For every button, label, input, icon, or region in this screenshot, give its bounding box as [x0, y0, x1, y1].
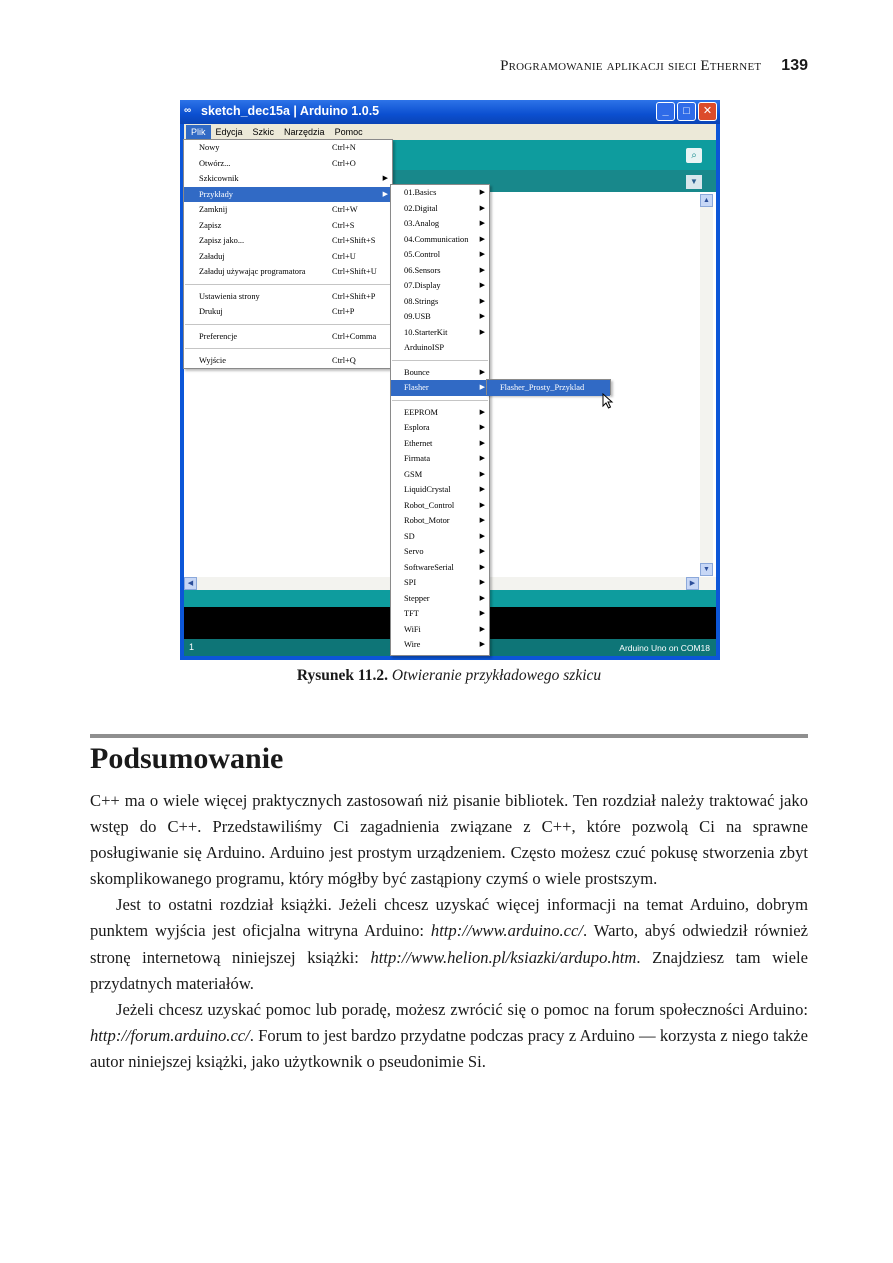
running-header-title: Programowanie aplikacji sieci Ethernet: [500, 58, 762, 74]
menu-item[interactable]: [184, 187, 392, 203]
running-header: [90, 57, 808, 75]
submenu-arrow-icon: ▶: [479, 327, 485, 336]
submenu-arrow-icon: ▶: [479, 383, 485, 391]
menu-item[interactable]: [184, 353, 392, 369]
submenu-arrow-icon: ▶: [479, 593, 485, 602]
menu-item-label: Bounce: [404, 367, 430, 377]
paragraph-2-text-a: Jest to ostatni rozdział książki. Jeżeli chcesz uzyskać więcej informacji na temat Arduino, dobrym punktem wyjścia jest oficjalna witryna Arduino:: [90, 895, 808, 941]
menu-item[interactable]: [391, 482, 489, 498]
submenu-arrow-icon: ▶: [382, 189, 388, 198]
menu-item[interactable]: [184, 264, 392, 280]
paragraph-3-text-b: . Forum to jest bardzo przydatne podczas pracy z Arduino — korzysta z niego także autor niniejszej książki, jako użytkownik o pseudonimie Si.: [90, 1025, 808, 1071]
line-number: 1: [189, 642, 195, 652]
submenu-arrow-icon: ▶: [479, 219, 485, 227]
submenu-arrow-icon: ▶: [479, 423, 485, 431]
paragraph-1: C++ ma o wiele więcej praktycznych zastosowań niż pisanie bibliotek. Ten rozdział należy traktować jako wstęp do C++. Przedstawiliśmy Ci zagadnienia związane z C++, które pozwolą Ci na sprawne posługiwanie się Arduino. Arduino jest prostym urządzeniem. Często możesz czuć pokusę stworzenia zbyt skomplikowanego programu, który mógłby być zastąpiony czymś o wiele prostszym.: [90, 791, 808, 889]
window-title: sketch_dec15a | Arduino 1.0.5: [201, 104, 380, 118]
submenu-arrow-icon: ▶: [479, 281, 485, 289]
submenu-arrow-icon: ▶: [479, 203, 485, 212]
menu-item-label: Flasher: [404, 383, 429, 392]
menu-item[interactable]: [391, 201, 489, 217]
menu-item[interactable]: [391, 278, 489, 294]
menu-item-label: Przykłady: [199, 189, 233, 199]
menu-item[interactable]: [184, 289, 392, 305]
menu-item-label: 07.Display: [404, 281, 441, 290]
menu-item-label: Załaduj używając programatora: [199, 267, 306, 276]
menu-item-label: 05.Control: [404, 250, 441, 259]
menu-item-label: Robot_Motor: [404, 516, 450, 525]
menu-item-label: Otwórz...: [199, 158, 231, 168]
menu-item-label: SoftwareSerial: [404, 562, 454, 572]
menu-item-label: 02.Digital: [404, 203, 438, 213]
menu-item-label: SD: [404, 531, 415, 541]
vertical-scrollbar[interactable]: [700, 207, 713, 563]
menu-item[interactable]: [391, 420, 489, 436]
submenu-arrow-icon: ▶: [479, 500, 485, 509]
menu-item[interactable]: [391, 365, 489, 381]
flasher-submenu: [486, 379, 611, 395]
examples-submenu: [390, 184, 490, 656]
menu-item-label: 08.Strings: [404, 296, 439, 306]
menu-item-shortcut: Ctrl+S: [332, 220, 355, 230]
menu-item-label: EEPROM: [404, 407, 438, 417]
menu-item[interactable]: [391, 467, 489, 483]
submenu-arrow-icon: ▶: [479, 234, 485, 243]
tab-menu-icon[interactable]: ▼: [686, 175, 702, 189]
menu-item-label: Firmata: [404, 454, 431, 463]
menu-item-shortcut: Ctrl+Shift+P: [332, 291, 376, 301]
menu-item[interactable]: [391, 380, 489, 396]
link-arduino[interactable]: http://www.arduino.cc/: [430, 921, 583, 941]
window-controls: [656, 102, 717, 121]
submenu-arrow-icon: ▶: [479, 609, 485, 617]
menu-item[interactable]: [391, 451, 489, 467]
menu-item-label: LiquidCrystal: [404, 485, 451, 494]
menu-item-label: Drukuj: [199, 307, 223, 316]
menu-item-label: SPI: [404, 578, 417, 587]
menu-item-shortcut: Ctrl+Q: [332, 356, 356, 365]
board-port: Arduino Uno on COM18: [619, 643, 710, 653]
paragraph-3: [90, 997, 808, 1075]
menu-item-label: Stepper: [404, 593, 430, 603]
menu-item-label: 04.Communication: [404, 234, 469, 244]
submenu-arrow-icon: ▶: [479, 516, 485, 524]
submenu-arrow-icon: ▶: [479, 296, 485, 305]
section-rule: [90, 734, 808, 738]
menu-item-shortcut: Ctrl+U: [332, 251, 356, 261]
scroll-up-icon[interactable]: ▲: [700, 194, 713, 207]
submenu-arrow-icon: ▶: [479, 454, 485, 462]
submenu-arrow-icon: ▶: [479, 562, 485, 571]
paragraph-2-text-b: . Warto, abyś odwiedził również stronę internetową niniejszej książki:: [90, 921, 808, 967]
menu-edit[interactable]: Edycja: [215, 126, 243, 137]
page-number: 139: [781, 57, 808, 74]
menu-sketch[interactable]: Szkic: [252, 126, 275, 137]
submenu-arrow-icon: ▶: [479, 312, 485, 320]
mouse-cursor-icon: [602, 393, 614, 409]
menu-item[interactable]: [391, 232, 489, 248]
menu-separator: [185, 324, 391, 325]
menu-item[interactable]: [391, 309, 489, 325]
menu-item[interactable]: [391, 405, 489, 421]
menu-item-shortcut: Ctrl+N: [332, 143, 356, 152]
menu-item-label: 06.Sensors: [404, 265, 441, 275]
section-body: [90, 788, 808, 1075]
menu-item[interactable]: [391, 575, 489, 591]
menu-item-label: Nowy: [199, 143, 220, 152]
submenu-arrow-icon: ▶: [479, 624, 485, 633]
menu-item[interactable]: [184, 171, 392, 187]
menu-item[interactable]: [391, 622, 489, 638]
submenu-arrow-icon: ▶: [479, 407, 485, 416]
menu-item[interactable]: [391, 606, 489, 622]
menu-file[interactable]: Plik: [186, 125, 211, 140]
menu-item[interactable]: [184, 218, 392, 234]
menu-item-shortcut: Ctrl+P: [332, 307, 355, 316]
menu-bar: [184, 124, 716, 140]
menu-item-shortcut: Ctrl+Comma: [332, 331, 377, 341]
minimize-icon[interactable]: _: [656, 102, 675, 121]
menu-item[interactable]: [391, 185, 489, 201]
menu-item[interactable]: [391, 560, 489, 576]
menu-item[interactable]: [184, 249, 392, 265]
menu-item-label: 10.StarterKit: [404, 327, 448, 337]
paragraph-3-text-a: Jeżeli chcesz uzyskać pomoc lub poradę, możesz zwrócić się o pomoc na forum społeczności Arduino:: [116, 999, 808, 1019]
caption-label: Rysunek 11.2.: [296, 667, 389, 684]
menu-item[interactable]: [184, 140, 392, 156]
menu-item[interactable]: [391, 436, 489, 452]
menu-item-label: Servo: [404, 547, 424, 556]
menu-item[interactable]: [391, 216, 489, 232]
scroll-left-icon[interactable]: ◀: [184, 577, 197, 590]
menu-item[interactable]: [391, 325, 489, 341]
menu-separator: [185, 284, 391, 285]
menu-item-label: Flasher_Prosty_Przyklad: [500, 383, 585, 392]
menu-item[interactable]: [391, 247, 489, 263]
menu-item-label: Preferencje: [199, 331, 238, 341]
menu-item-label: Zapisz: [199, 220, 222, 230]
menu-separator: [185, 348, 391, 349]
paragraph-2-text-c: . Znajdziesz tam wiele przydatnych materiałów.: [90, 947, 808, 993]
menu-item[interactable]: [391, 513, 489, 529]
menu-item[interactable]: [391, 498, 489, 514]
menu-item-label: Zamknij: [199, 205, 228, 214]
menu-item-label: Ustawienia strony: [199, 291, 260, 301]
section-heading: Podsumowanie: [90, 742, 284, 775]
menu-item-label: Ethernet: [404, 438, 433, 448]
submenu-arrow-icon: ▶: [479, 578, 485, 586]
menu-item[interactable]: [184, 304, 392, 320]
menu-item-label: Esplora: [404, 423, 430, 432]
scroll-down-icon[interactable]: ▼: [700, 563, 713, 576]
menu-tools[interactable]: Narzędzia: [284, 126, 325, 137]
caption-text: Otwieranie przykładowego szkicu: [391, 667, 602, 684]
menu-item-label: GSM: [404, 469, 423, 479]
serial-monitor-icon[interactable]: ⌕: [686, 148, 702, 163]
close-icon[interactable]: ✕: [698, 102, 717, 121]
file-menu: [183, 139, 393, 369]
menu-item-label: WiFi: [404, 624, 421, 634]
submenu-arrow-icon: ▶: [479, 485, 485, 493]
submenu-arrow-icon: ▶: [479, 367, 485, 376]
menu-item[interactable]: [391, 340, 489, 356]
paragraph-2: [90, 892, 808, 996]
menu-item-label: 01.Basics: [404, 188, 437, 197]
menu-help[interactable]: Pomoc: [334, 126, 363, 137]
submenu-arrow-icon: ▶: [479, 531, 485, 540]
maximize-icon[interactable]: □: [677, 102, 696, 121]
menu-item-label: Załaduj: [199, 251, 225, 261]
submenu-arrow-icon: ▶: [382, 174, 388, 182]
menu-item-label: Wyjście: [199, 356, 226, 365]
scroll-right-icon[interactable]: ▶: [686, 577, 699, 590]
submenu-arrow-icon: ▶: [479, 469, 485, 478]
menu-item-label: Szkicownik: [199, 174, 239, 183]
menu-item-shortcut: Ctrl+O: [332, 158, 356, 168]
menu-item-label: 09.USB: [404, 312, 431, 321]
menu-separator: [392, 360, 488, 361]
submenu-arrow-icon: ▶: [479, 640, 485, 648]
menu-item[interactable]: [391, 591, 489, 607]
menu-item[interactable]: [184, 202, 392, 218]
submenu-arrow-icon: ▶: [479, 188, 485, 196]
menu-item[interactable]: [184, 233, 392, 249]
submenu-arrow-icon: ▶: [479, 265, 485, 274]
link-helion[interactable]: http://www.helion.pl/ksiazki/ardupo.htm: [370, 947, 637, 967]
menu-item-shortcut: Ctrl+W: [332, 205, 358, 214]
menu-item[interactable]: [184, 329, 392, 345]
menu-item-shortcut: Ctrl+Shift+U: [332, 267, 377, 276]
menu-item[interactable]: [391, 544, 489, 560]
menu-separator: [392, 400, 488, 401]
submenu-arrow-icon: ▶: [479, 438, 485, 447]
menu-item[interactable]: [391, 263, 489, 279]
menu-item[interactable]: [184, 156, 392, 172]
menu-item-label: ArduinoISP: [404, 343, 445, 352]
menu-item-label: Zapisz jako...: [199, 236, 245, 245]
menu-item-label: Robot_Control: [404, 500, 455, 510]
menu-item-label: Wire: [404, 640, 421, 649]
submenu-arrow-icon: ▶: [479, 547, 485, 555]
menu-item-shortcut: Ctrl+Shift+S: [332, 236, 376, 245]
menu-item[interactable]: [487, 380, 610, 396]
submenu-arrow-icon: ▶: [479, 250, 485, 258]
menu-item[interactable]: [391, 529, 489, 545]
title-bar[interactable]: [180, 100, 720, 124]
figure-caption: [90, 667, 808, 685]
menu-item-label: 03.Analog: [404, 219, 440, 228]
menu-item[interactable]: [391, 637, 489, 653]
menu-item[interactable]: [391, 294, 489, 310]
link-forum[interactable]: http://forum.arduino.cc/: [90, 1025, 250, 1045]
arduino-logo-icon: ∞: [184, 105, 192, 116]
menu-item-label: TFT: [404, 609, 419, 618]
